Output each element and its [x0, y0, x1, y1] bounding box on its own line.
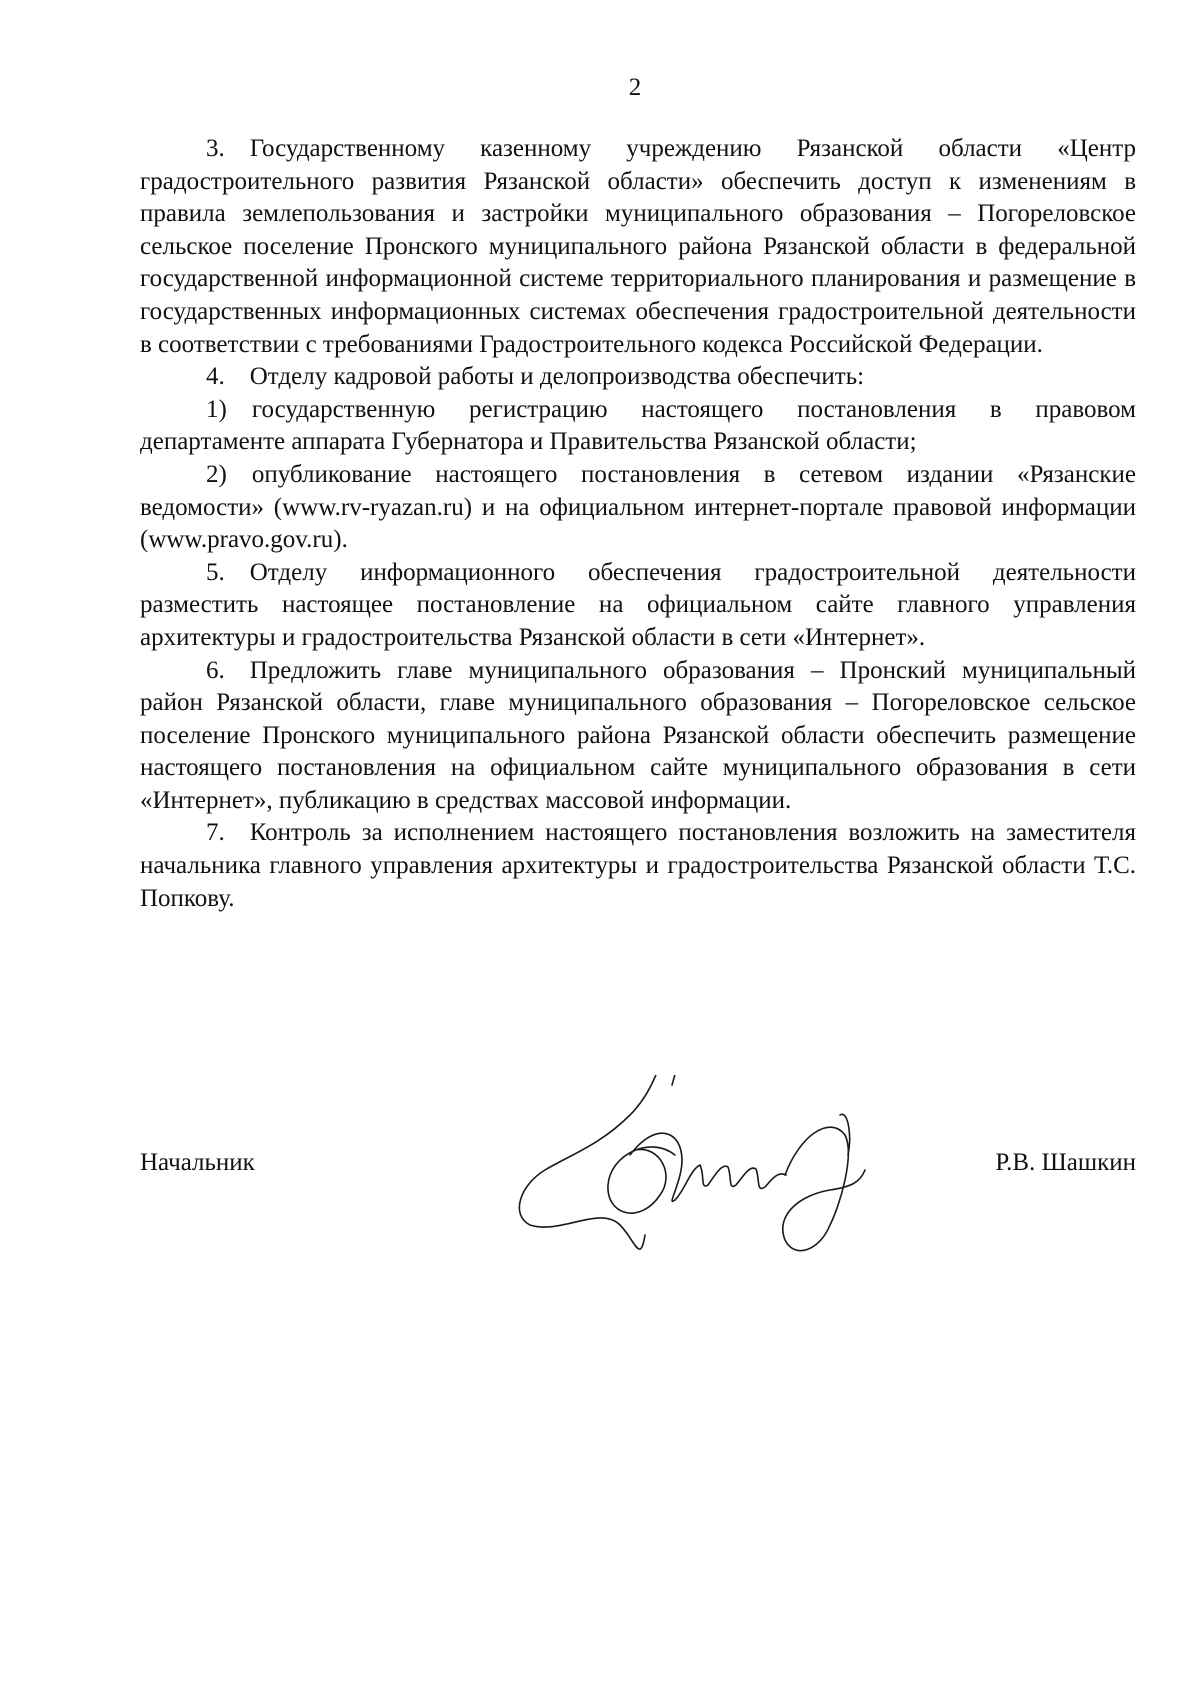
paragraph-item-5: 5. Отделу информационного обеспечения градостроительной деятельности разместить настоящее постановление на официальном сайте главного управления архитектуры и градостроительства Рязанской области в сети «Интернет». — [140, 558, 1136, 651]
paragraph-subitem-4-1: 1) государственную регистрацию настоящего постановления в правовом департаменте аппарата Губернатора и Правительства Рязанской области; — [140, 395, 1136, 456]
paragraph-item-4: 4. Отделу кадровой работы и делопроизводства обеспечить: — [206, 363, 865, 391]
paragraph-subitem-4-2: 2) опубликование настоящего постановления в сетевом издании «Рязанские ведомости» (www.rv-ryazan.ru) и на официальном интернет-портале правовой информации (www.pravo.gov.ru). — [140, 460, 1136, 554]
signatory-name: Р.В. Шашкин — [995, 1149, 1136, 1176]
signature-block — [140, 1147, 1136, 1207]
document-body — [140, 133, 1136, 915]
paragraph-item-7: 7. Контроль за исполнением настоящего постановления возложить на заместителя начальника главного управления архитектуры и градостроительства Рязанской области Т.С. Попкову. — [140, 819, 1136, 912]
signatory-position: Начальник — [140, 1149, 255, 1176]
paragraph-item-6: 6. Предложить главе муниципального образования – Пронский муниципальный район Рязанской области, главе муниципального образования – Погореловское сельское поселение Пронского муниципального района Рязанской области обеспечить размещение настоящего постановления на официальном сайте муниципального образования в сети «Интернет», публикацию в средствах массовой информации. — [140, 656, 1136, 814]
paragraph-item-3: 3. Государственному казенному учреждению Рязанской области «Центр градостроительного развития Рязанской области» обеспечить доступ к изменениям в правила землепользования и застройки муниципального образования – Погореловское сельское поселение Пронского муниципального района Рязанской области в федеральной государственной информационной системе территориального планирования и размещение в государственных информационных системах обеспечения градостроительной деятельности в соответствии с требованиями Градостроительного кодекса Российской Федерации. — [140, 135, 1136, 358]
page-number: 2 — [628, 74, 642, 101]
